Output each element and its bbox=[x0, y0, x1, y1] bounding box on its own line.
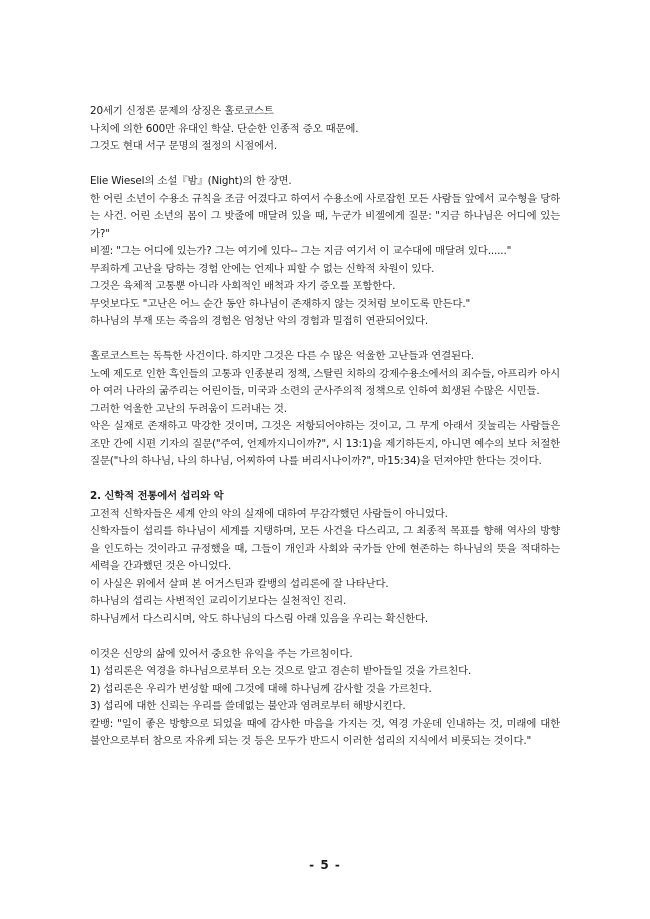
paragraph: 비젤: "그는 어디에 있는가? 그는 여기에 있다-- 그는 지금 여기서 이 교수대에 매달려 있다......" bbox=[90, 245, 512, 257]
paragraph: 20세기 신정론 문제의 상징은 홀로코스트 bbox=[90, 105, 274, 117]
paragraph: 고전적 신학자들은 세계 안의 악의 실재에 대하여 무감각했던 사람들이 아니었다. bbox=[90, 507, 448, 520]
list-item: 2) 섭리론은 우리가 번성할 때에 그것에 대해 하나님께 감사할 것을 가르친다. bbox=[90, 682, 432, 695]
paragraph: 나치에 의한 600만 유대인 학살. 단순한 인종적 증오 때문에. bbox=[90, 122, 359, 135]
spacer bbox=[90, 331, 560, 349]
comfort-section bbox=[90, 646, 560, 751]
spacer bbox=[90, 471, 560, 489]
paragraph: 그것도 현대 서구 문명의 절정의 시점에서. bbox=[90, 140, 278, 152]
spacer bbox=[90, 628, 560, 646]
list-item: 3) 섭리에 대한 신뢰는 우리를 쓸데없는 불안과 염려로부터 해방시킨다. bbox=[90, 700, 406, 712]
paragraph: 한 어린 소년이 수용소 규칙을 조금 어겼다고 하여서 수용소에 사로잡힌 모든 사람들 앞에서 교수형을 당하는 사건. 어린 소년의 몸이 그 밧줄에 매달려 있을 때, 누군가 비젤에게 질문: "지금 하나님은 어디에 있는가?" bbox=[90, 192, 560, 240]
paragraph: 칼뱅: "일이 좋은 방향으로 되었을 때에 감사한 마음을 가지는 것, 역경 가운데 인내하는 것, 미래에 대한 불안으로부터 참으로 자유케 되는 것 등은 모두가 반드시 이러한 섭리의 지식에서 비롯되는 것이다." bbox=[90, 717, 560, 747]
paragraph: 그것은 육체적 고통뿐 아니라 사회적인 배척과 자기 증오를 포함한다. bbox=[90, 280, 396, 292]
paragraph: 이것은 신앙의 삶에 있어서 중요한 유익을 주는 가르침이다. bbox=[90, 647, 353, 660]
paragraph: 하나님께서 다스리시며, 악도 하나님의 다스림 아래 있음을 우리는 확신한다. bbox=[90, 612, 429, 625]
night-section bbox=[90, 173, 560, 331]
intro-section bbox=[90, 103, 560, 156]
page-number: - 5 - bbox=[309, 858, 341, 872]
spacer bbox=[90, 156, 560, 174]
paragraph: 이 사실은 위에서 살펴 본 어거스틴과 칼뱅의 섭리론에 잘 나타난다. bbox=[90, 577, 389, 590]
paragraph: 신학자들이 섭리를 하나님이 세계를 지탱하며, 모든 사건을 다스리고, 그 최종적 목표를 향해 역사의 방향을 인도하는 것이라고 규정했을 때, 그들이 개인과 사회와 국가들 안에 현존하는 하나님의 뜻을 적대하는 세력을 간과했던 것은 아니었다. bbox=[90, 525, 560, 572]
holocaust-section bbox=[90, 348, 560, 471]
paragraph: 그러한 억울한 고난의 두려움이 드러내는 것. bbox=[90, 402, 287, 415]
paragraph: 노예 제도로 인한 흑인들의 고통과 인종분리 정책, 스탈린 치하의 강제수용소에서의 죄수들, 아프리카 아시아 여러 나라의 굶주리는 어린이들, 미국과 소련의 군사주의적 정책으로 인하여 희생된 수많은 시민들. bbox=[90, 367, 560, 397]
paragraph: 하나님의 부재 또는 죽음의 경험은 엄청난 악의 경험과 밀접히 연관되어있다. bbox=[90, 315, 429, 327]
section-heading: 2. 신학적 전통에서 섭리와 악 bbox=[90, 490, 224, 502]
paragraph: 무죄하게 고난을 당하는 경험 안에는 언제나 피할 수 없는 신학적 차원이 있다. bbox=[90, 262, 435, 275]
list-item: 1) 섭리론은 역경을 하나님으로부터 오는 것으로 알고 겸손히 받아들일 것을 가르친다. bbox=[90, 665, 472, 677]
paragraph: 하나님의 섭리는 사변적인 교리이기보다는 실천적인 진리. bbox=[90, 595, 347, 607]
page-content bbox=[90, 103, 560, 751]
paragraph: 악은 실재로 존재하고 막강한 것이며, 그것은 저항되어야하는 것이고, 그 무게 아래서 짓눌리는 사람들은 조만 간에 시편 기자의 질문("주여, 언제까지니이까?", 시 13:1)을 제기하든지, 아니면 예수의 보다 처절한 질문("나의 하나님, 나의 하나님, 어찌하여 나를 버리시나이까?", 마15:34)을 던져야만 한다는 것이다. bbox=[90, 420, 560, 467]
paragraph: Elie Wiesel의 소설『밤』(Night)의 한 장면. bbox=[90, 175, 292, 187]
paragraph: 무엇보다도 "고난은 어느 순간 동안 하나님이 존재하지 않는 것처럼 보이도록 만든다." bbox=[90, 297, 471, 310]
paragraph: 홀로코스트는 독특한 사건이다. 하지만 그것은 다른 수 많은 억울한 고난들과 연결된다. bbox=[90, 350, 474, 362]
providence-section bbox=[90, 488, 560, 628]
